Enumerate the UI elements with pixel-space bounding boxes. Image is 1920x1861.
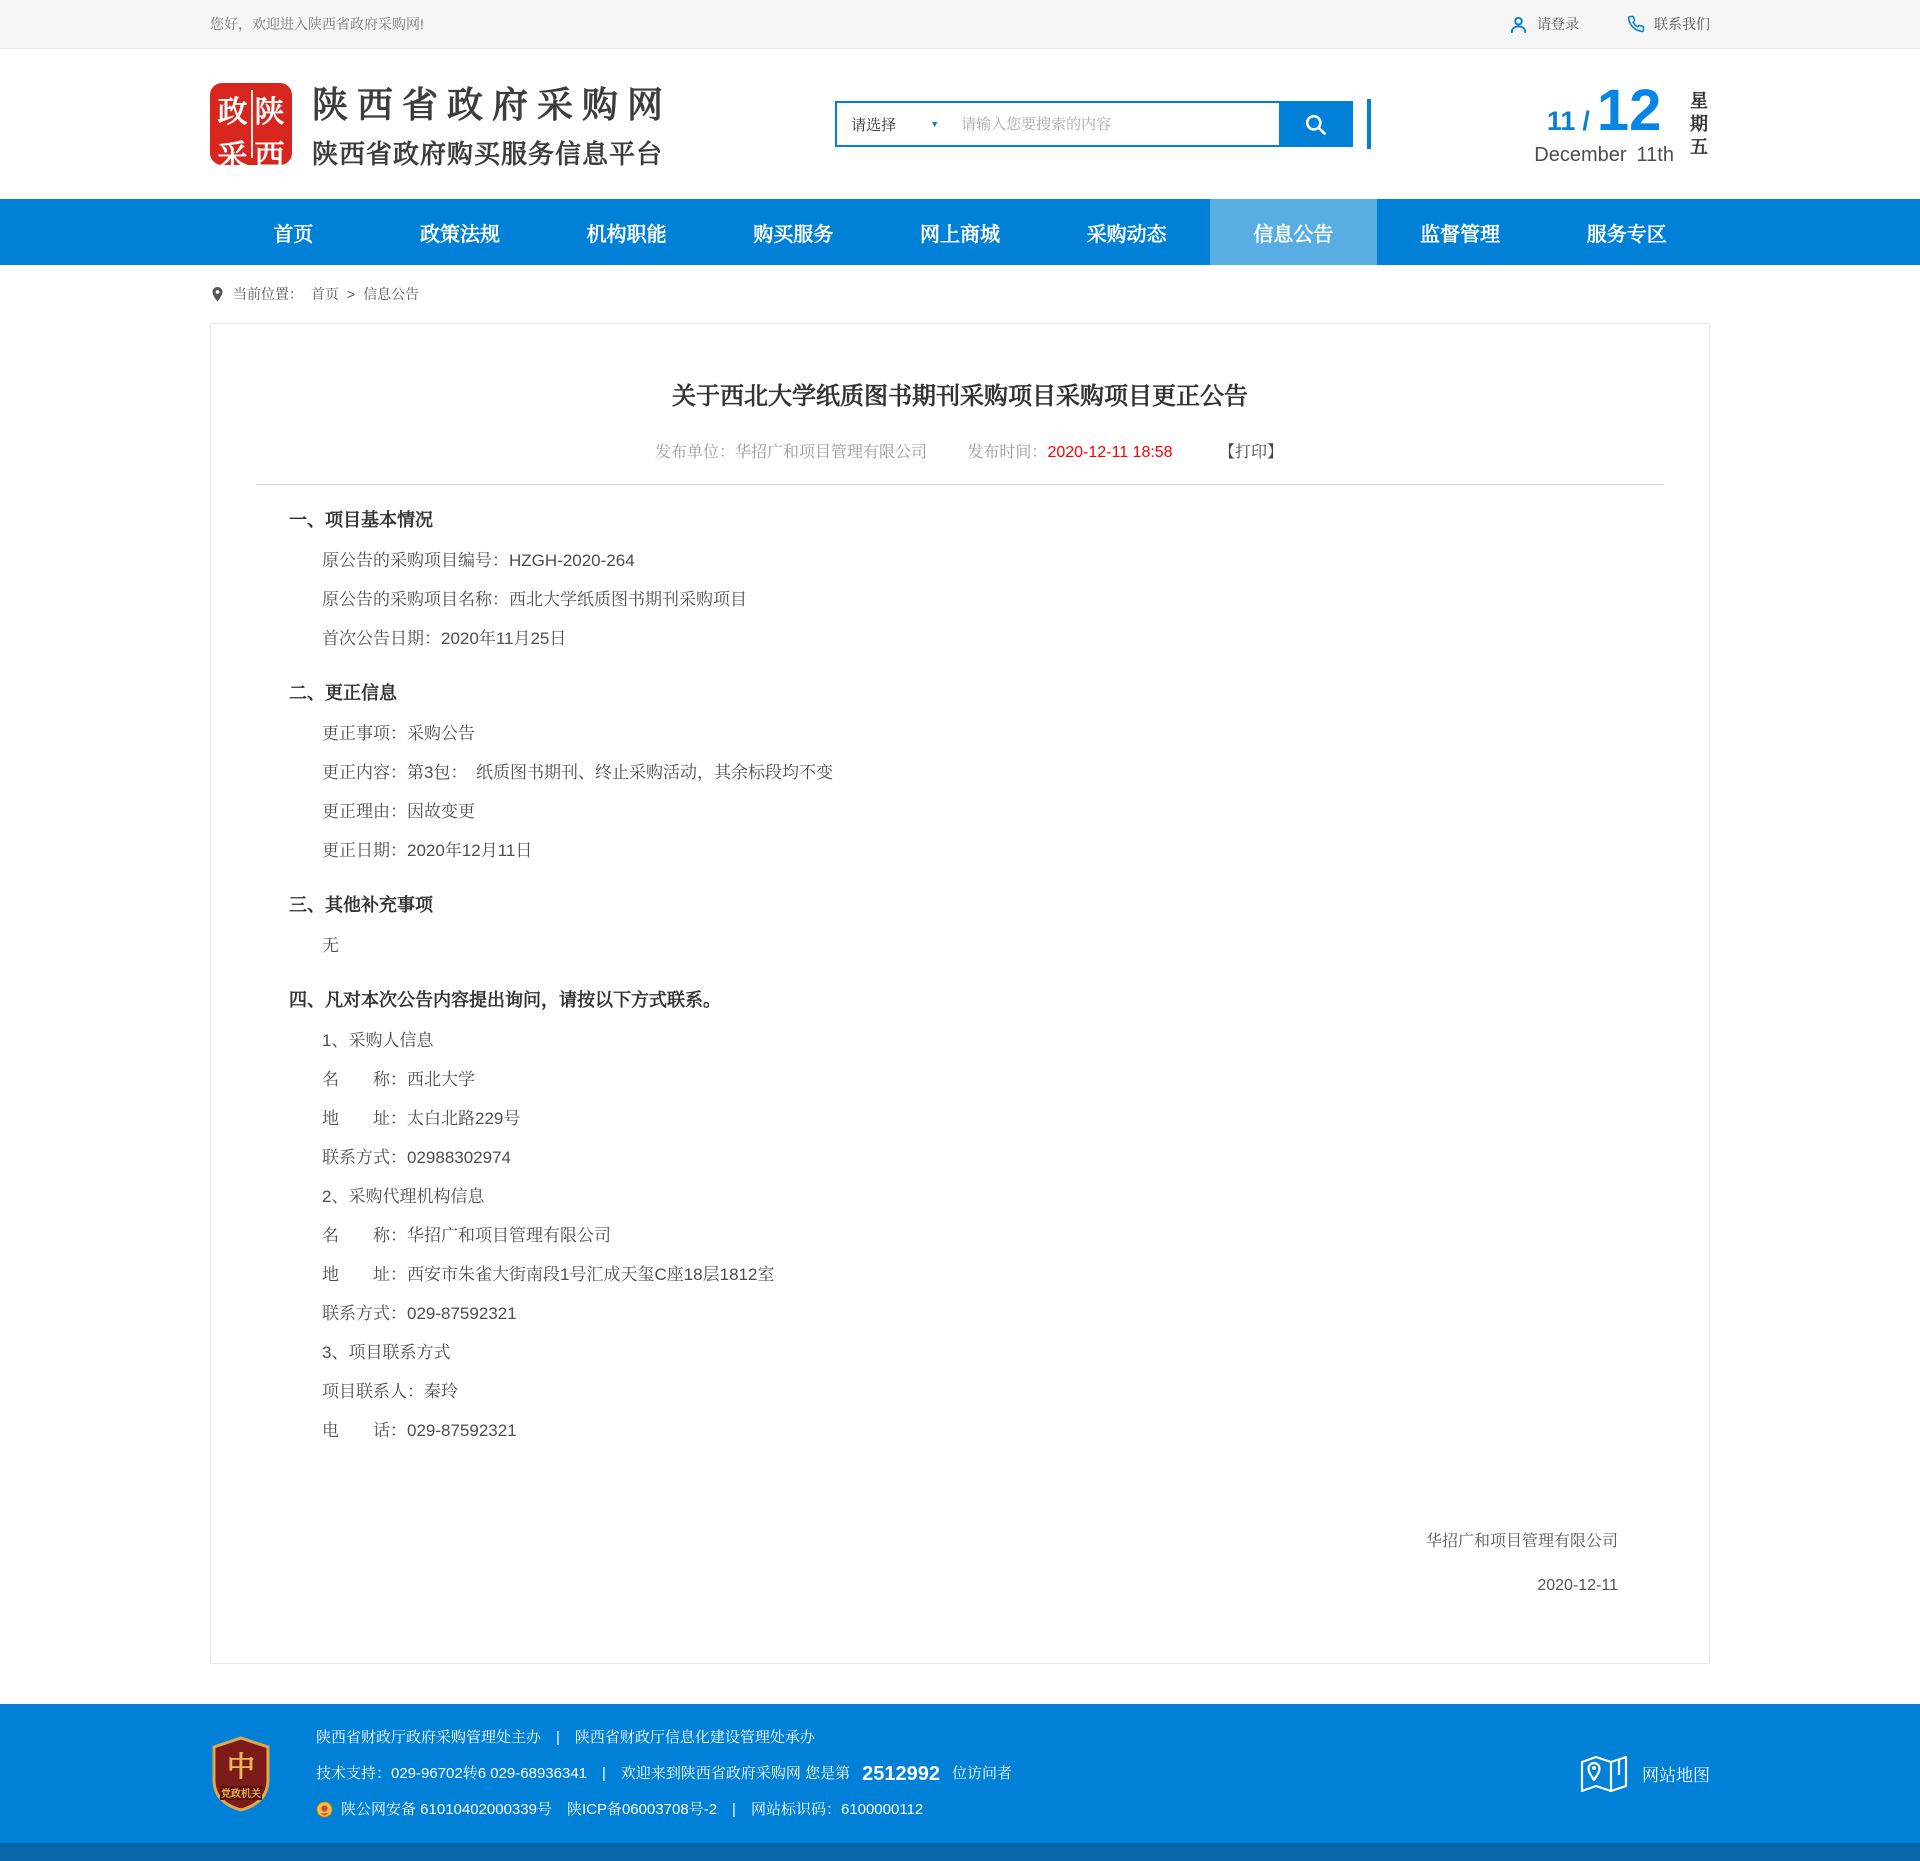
nav-item[interactable]: 监督管理 xyxy=(1420,223,1501,246)
date-day-ordinal: 11th xyxy=(1636,143,1674,166)
date-month-number: 11 xyxy=(1546,105,1576,136)
visitor-count: 2512992 xyxy=(862,1762,940,1785)
search-area xyxy=(835,99,1371,149)
search-input[interactable] xyxy=(949,103,1279,145)
announcement-paragraph: 四、凡对本次公告内容提出询问，请按以下方式联系。 xyxy=(289,990,721,1010)
logo-seal-icon: 政 陕 采 西 xyxy=(210,83,292,165)
nav-item[interactable]: 采购动态 xyxy=(1086,223,1167,246)
sitemap-map-icon xyxy=(1580,1753,1628,1795)
breadcrumb xyxy=(0,265,1920,323)
announcement-paragraph: 原公告的采购项目编号：HZGH-2020-264 xyxy=(322,551,635,570)
announcement-paragraph: 三、其他补充事项 xyxy=(289,895,433,915)
site-name: 陕西省政府采购网 xyxy=(312,84,673,125)
footer-support-line: 技术支持：029-96702转6 029-68936341 | 欢迎来到陕西省政府采购网 您是第 2512992 位访问者 xyxy=(316,1756,1012,1792)
phone-icon xyxy=(1627,15,1645,33)
location-pin-icon xyxy=(210,286,225,303)
search-button[interactable] xyxy=(1279,103,1351,145)
site-subtitle: 陕西省政府购买服务信息平台 xyxy=(312,139,664,169)
publish-time-value: 2020-12-11 18:58 xyxy=(1047,444,1173,461)
announcement-signoff xyxy=(256,1520,1664,1608)
nav-item[interactable]: 机构职能 xyxy=(586,223,667,246)
top-bar xyxy=(0,0,1920,49)
announcement-paragraph: 3、项目联系方式 xyxy=(322,1343,451,1362)
contact-link[interactable]: 联系我们 xyxy=(1627,14,1710,34)
print-button[interactable]: 【打印】 xyxy=(1219,444,1284,461)
date-weekday: 星期五 xyxy=(1689,90,1708,157)
svg-text:中: 中 xyxy=(226,1751,256,1783)
publisher-value: 华招广和项目管理有限公司 xyxy=(734,444,927,461)
signoff-company: 华招广和项目管理有限公司 xyxy=(1425,1533,1618,1550)
announcement-meta xyxy=(256,439,1664,485)
svg-text:党政机关: 党政机关 xyxy=(221,1788,261,1800)
announcement-paragraph: 地 址：太白北路229号 xyxy=(322,1109,521,1128)
site-logo[interactable] xyxy=(210,77,672,171)
public-security-badge-icon xyxy=(316,1801,333,1818)
announcement-paragraph: 更正内容：第3包： 纸质图书期刊、终止采购活动，其余标段均不变 xyxy=(322,763,833,782)
site-header xyxy=(0,49,1920,199)
main-nav xyxy=(0,199,1920,265)
announcement-body xyxy=(256,501,1664,1450)
announcement-paragraph: 联系方式：02988302974 xyxy=(322,1148,512,1167)
announcement-paragraph: 电 话：029-87592321 xyxy=(322,1421,517,1440)
welcome-text: 您好，欢迎进入陕西省政府采购网! xyxy=(210,16,424,32)
login-link[interactable]: 请登录 xyxy=(1509,14,1579,34)
footer-bottom-strip xyxy=(0,1843,1920,1861)
announcement-paragraph: 名 称：西北大学 xyxy=(322,1070,475,1089)
announcement-paragraph: 地 址：西安市朱雀大街南段1号汇成天玺C座18层1812室 xyxy=(322,1265,775,1284)
nav-item[interactable]: 网上商城 xyxy=(920,223,1001,246)
party-gov-badge-icon xyxy=(210,1736,272,1812)
announcement-paragraph: 名 称：华招广和项目管理有限公司 xyxy=(322,1226,611,1245)
announcement-paragraph: 2、采购代理机构信息 xyxy=(322,1187,485,1206)
user-icon xyxy=(1509,15,1528,34)
site-footer xyxy=(0,1704,1920,1861)
date-day-number: 12 xyxy=(1596,77,1662,143)
sitemap-link[interactable]: 网站地图 xyxy=(1580,1753,1710,1795)
date-widget: 11 / 12 December 11th 星期五 xyxy=(1534,77,1708,166)
search-icon xyxy=(1304,113,1327,136)
chevron-down-icon: ▼ xyxy=(930,119,940,129)
breadcrumb-home-link[interactable]: 首页 xyxy=(311,286,339,302)
announcement-paragraph: 更正理由：因故变更 xyxy=(322,802,475,821)
announcement-paragraph: 更正事项：采购公告 xyxy=(322,724,475,743)
nav-item[interactable]: 首页 xyxy=(273,223,314,246)
breadcrumb-current[interactable]: 信息公告 xyxy=(363,286,420,302)
nav-item[interactable]: 服务专区 xyxy=(1586,223,1667,246)
announcement-paragraph: 首次公告日期：2020年11月25日 xyxy=(322,629,567,648)
nav-item[interactable]: 购买服务 xyxy=(753,223,834,246)
main-content xyxy=(0,323,1920,1704)
nav-item[interactable]: 政策法规 xyxy=(420,223,500,246)
search-category-select[interactable]: 请选择 ▼ xyxy=(851,116,940,134)
announcement-paragraph: 更正日期：2020年12月11日 xyxy=(322,841,533,860)
breadcrumb-separator: > xyxy=(347,286,356,302)
announcement-paragraph: 项目联系人：秦玲 xyxy=(322,1382,458,1401)
announcement-title: 关于西北大学纸质图书期刊采购项目采购项目更正公告 xyxy=(672,383,1248,410)
header-divider xyxy=(1367,99,1371,149)
announcement-paragraph: 1、采购人信息 xyxy=(322,1031,434,1050)
announcement-paragraph: 一、项目基本情况 xyxy=(289,510,433,530)
signoff-date: 2020-12-11 xyxy=(1537,1577,1618,1594)
publish-time-label: 发布时间： xyxy=(967,444,1048,461)
announcement-paragraph: 无 xyxy=(322,936,339,955)
breadcrumb-label: 当前位置： xyxy=(233,286,303,302)
publisher-label: 发布单位： xyxy=(654,444,735,461)
date-month-name: December xyxy=(1534,143,1627,166)
footer-organizer-line: 陕西省财政厅政府采购管理处主办 | 陕西省财政厅信息化建设管理处承办 xyxy=(316,1728,815,1746)
announcement-paragraph: 原公告的采购项目名称：西北大学纸质图书期刊采购项目 xyxy=(322,590,747,609)
footer-record-line: 陕公网安备 61010402000339号 陕ICP备06003708号-2 | 网站标识码：6100000112 xyxy=(316,1792,1012,1828)
announcement-paragraph: 联系方式：029-87592321 xyxy=(322,1304,517,1323)
nav-item[interactable]: 信息公告 xyxy=(1210,199,1377,265)
announcement-paragraph: 二、更正信息 xyxy=(289,683,397,703)
announcement-card xyxy=(210,323,1710,1664)
